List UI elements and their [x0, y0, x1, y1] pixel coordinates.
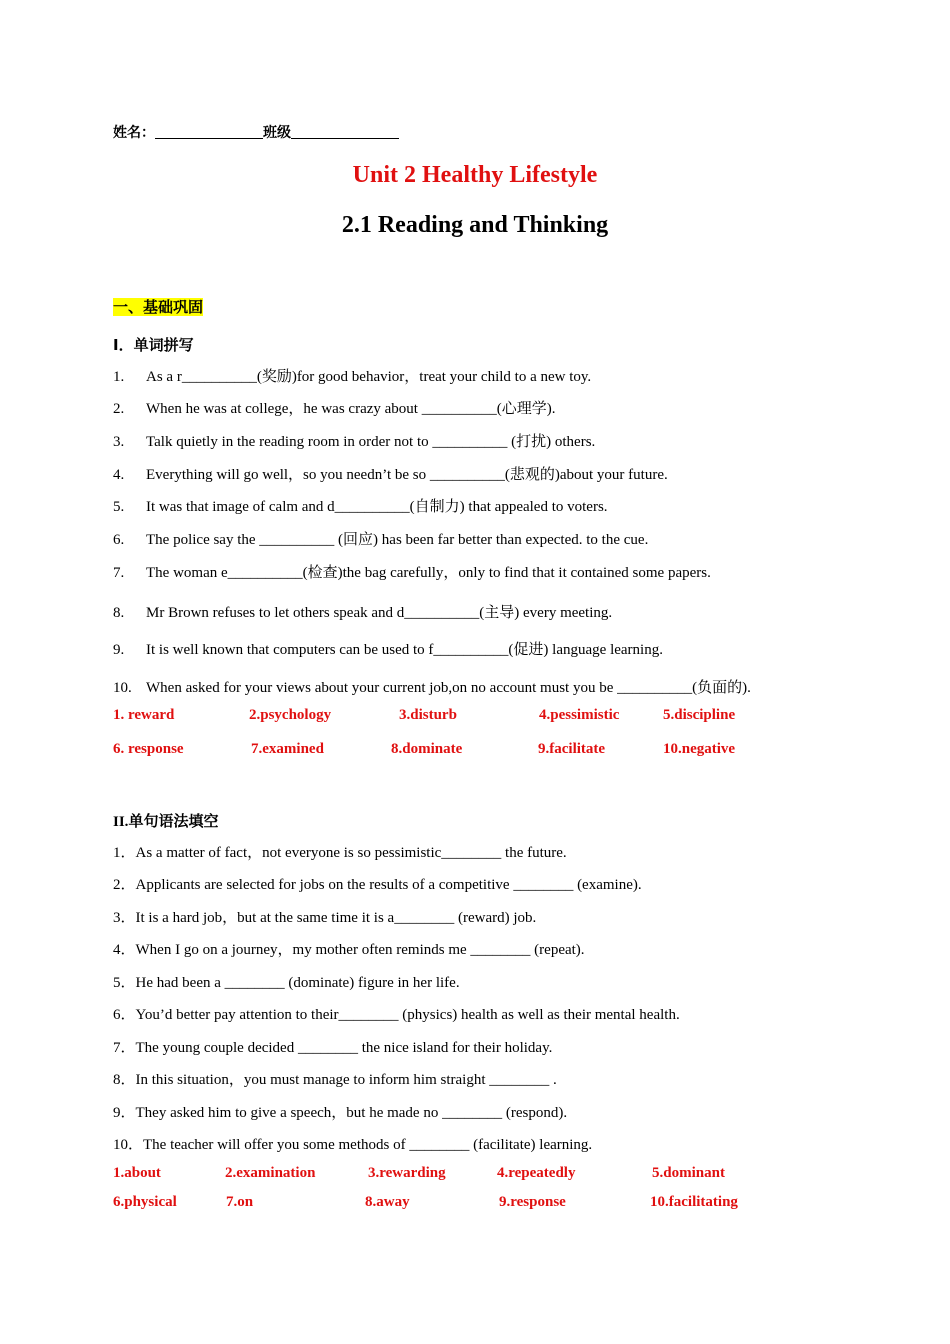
item-number: 10.: [113, 680, 132, 696]
item-text: You’d better pay attention to their________ (physics) health as well as their mental health.: [135, 1007, 680, 1023]
item-number: 6．: [113, 1007, 136, 1023]
answer-key: 8.dominate: [391, 741, 463, 757]
name-label: 姓名：: [113, 125, 155, 141]
list-item: [113, 495, 608, 516]
list-item: [113, 365, 591, 386]
answer-key: 10.facilitating: [650, 1194, 738, 1210]
item-number: 10．: [113, 1137, 144, 1153]
item-number: 4.: [113, 467, 125, 483]
answer-key: 5.discipline: [663, 707, 736, 723]
item-number: 8.: [113, 605, 125, 621]
answer-key: 1. reward: [113, 707, 175, 723]
item-number: 7．: [113, 1040, 136, 1056]
item-number: 3．: [113, 910, 136, 926]
item-number: 1.: [113, 369, 125, 385]
list-item: [113, 1133, 592, 1154]
list-item: [113, 397, 555, 418]
item-text: The teacher will offer you some methods of ________ (facilitate) learning.: [143, 1137, 593, 1153]
item-text: They asked him to give a speech，but he made no ________ (respond).: [135, 1105, 568, 1121]
list-item: [113, 841, 567, 862]
answer-key: 3.disturb: [399, 707, 457, 723]
list-item: [113, 1101, 567, 1122]
part2-heading-text: 单句语法填空: [128, 812, 219, 830]
item-number: 2.: [113, 401, 125, 417]
part2-heading-roman: II.: [113, 814, 129, 830]
answer-key: 7.on: [226, 1194, 254, 1210]
item-number: 7.: [113, 565, 125, 581]
list-item: [113, 528, 648, 549]
answer-key: 6. response: [113, 741, 184, 757]
section-heading: [113, 296, 203, 317]
list-item: [113, 601, 612, 622]
answer-key: 9.facilitate: [538, 741, 606, 757]
item-text: As a r__________(奖励)for good behavior，treat your child to a new toy.: [146, 369, 592, 385]
list-item: [113, 938, 585, 959]
answer-key: 2.examination: [225, 1165, 316, 1181]
part2-heading: [113, 810, 218, 831]
item-number: 2．: [113, 877, 136, 893]
item-text: It was that image of calm and d__________(自制力) that appealed to voters.: [146, 499, 608, 515]
answer-key: 10.negative: [663, 741, 736, 757]
item-text: As a matter of fact，not everyone is so pessimistic________ the future.: [135, 845, 567, 861]
answer-key: 3.rewarding: [368, 1165, 446, 1181]
answer-key: 7.examined: [251, 741, 324, 757]
item-number: 4．: [113, 942, 136, 958]
answer-key: 9.response: [499, 1194, 566, 1210]
list-item: [113, 430, 595, 451]
item-text: Talk quietly in the reading room in order not to __________ (打扰) others.: [146, 434, 596, 450]
item-text: Everything will go well，so you needn’t be so __________(悲观的)about your future.: [146, 467, 668, 483]
item-number: 1．: [113, 845, 136, 861]
item-text: Mr Brown refuses to let others speak and d__________(主导) every meeting.: [146, 605, 613, 621]
page-subtitle: 2.1 Reading and Thinking: [341, 212, 609, 238]
list-item: [113, 1068, 557, 1089]
item-text: It is well known that computers can be used to f__________(促进) language learning.: [146, 642, 663, 658]
item-number: 5.: [113, 499, 125, 515]
section-heading-text: 一、基础巩固: [113, 298, 204, 316]
item-text: When asked for your views about your current job,on no account must you be __________(负面的).: [146, 680, 751, 696]
answer-key: 2.psychology: [249, 707, 332, 723]
list-item: [113, 906, 536, 927]
item-text: When he was at college，he was crazy about __________(心理学).: [146, 401, 556, 417]
class-label: 班级: [263, 125, 291, 141]
item-text: When I go on a journey，my mother often reminds me ________ (repeat).: [135, 942, 585, 958]
item-number: 9．: [113, 1105, 136, 1121]
name-blank[interactable]: [155, 124, 263, 139]
list-item: [113, 873, 642, 894]
item-text: It is a hard job，but at the same time it is a________ (reward) job.: [135, 910, 537, 926]
answer-key: 6.physical: [113, 1194, 177, 1210]
part1-heading: I．单词拼写: [113, 336, 194, 354]
page-title: Unit 2 Healthy Lifestyle: [352, 162, 598, 188]
list-item: [113, 1003, 680, 1024]
list-item: [113, 638, 663, 659]
item-text: The police say the __________ (回应) has been far better than expected. to the cue.: [146, 532, 649, 548]
item-text: The young couple decided ________ the nice island for their holiday.: [135, 1040, 553, 1056]
student-info-line: [113, 122, 399, 142]
answer-key: 4.pessimistic: [539, 707, 620, 723]
item-text: In this situation，you must manage to inform him straight ________ .: [135, 1072, 557, 1088]
list-item: [113, 676, 751, 697]
answer-key: 8.away: [365, 1194, 410, 1210]
item-number: 8．: [113, 1072, 136, 1088]
list-item: [113, 463, 668, 484]
answer-key: 1.about: [113, 1165, 161, 1181]
item-number: 3.: [113, 434, 125, 450]
item-number: 6.: [113, 532, 125, 548]
item-text: Applicants are selected for jobs on the results of a competitive ________ (examine).: [135, 877, 642, 893]
list-item: [113, 971, 460, 992]
answer-key: 5.dominant: [652, 1165, 725, 1181]
list-item: [113, 561, 711, 582]
class-blank[interactable]: [291, 124, 399, 139]
item-text: The woman e__________(检查)the bag carefully，only to find that it contained some papers.: [146, 565, 711, 581]
item-text: He had been a ________ (dominate) figure in her life.: [135, 975, 460, 991]
item-number: 9.: [113, 642, 125, 658]
item-number: 5．: [113, 975, 136, 991]
list-item: [113, 1036, 552, 1057]
answer-key: 4.repeatedly: [497, 1165, 576, 1181]
